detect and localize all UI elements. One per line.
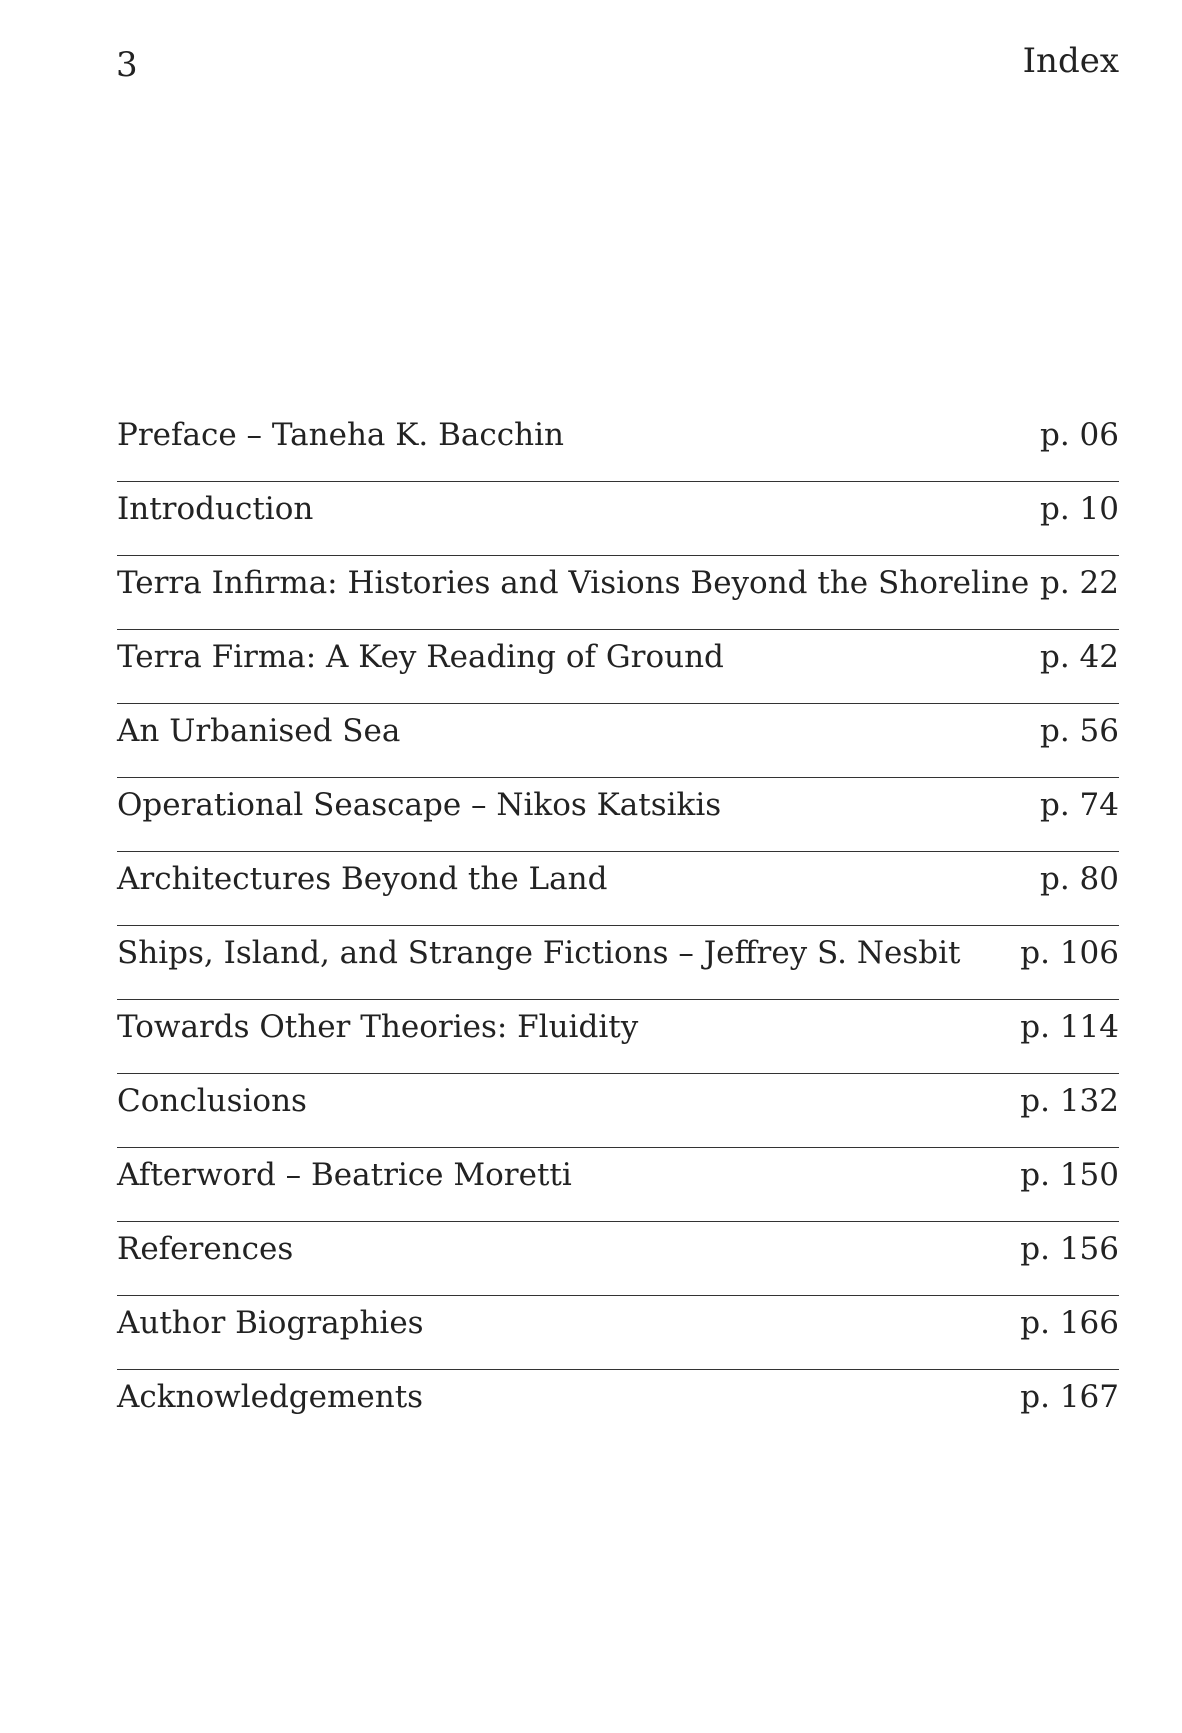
toc-entry-operational-seascape[interactable] — [117, 778, 1119, 852]
toc-entry-title: Operational Seascape – Nikos Katsikis — [117, 787, 722, 823]
toc-entry-author-biographies[interactable] — [117, 1296, 1119, 1370]
toc-entry-page: p. 56 — [1040, 713, 1119, 749]
toc-entry-afterword[interactable] — [117, 1148, 1119, 1222]
toc-entry-page: p. 42 — [1040, 639, 1119, 675]
toc-entry-title: Introduction — [117, 491, 314, 527]
toc-entry-page: p. 06 — [1040, 417, 1119, 453]
toc-entry-page: p. 106 — [1020, 935, 1119, 971]
toc-entry-title: Ships, Island, and Strange Fictions – Jeffrey S. Nesbit — [117, 935, 961, 971]
toc-entry-architectures[interactable] — [117, 852, 1119, 926]
table-of-contents — [117, 408, 1119, 1444]
toc-entry-references[interactable] — [117, 1222, 1119, 1296]
toc-entry-page: p. 156 — [1020, 1231, 1119, 1267]
toc-entry-title: Conclusions — [117, 1083, 307, 1119]
toc-entry-page: p. 132 — [1020, 1083, 1119, 1119]
toc-entry-title: Terra Infirma: Histories and Visions Beyond the Shoreline — [117, 565, 1030, 601]
toc-entry-preface[interactable] — [117, 408, 1119, 482]
toc-entry-page: p. 150 — [1020, 1157, 1119, 1193]
page-number: 3 — [116, 45, 138, 85]
page-title: Index — [1022, 41, 1119, 81]
toc-entry-fluidity[interactable] — [117, 1000, 1119, 1074]
toc-entry-acknowledgements[interactable] — [117, 1370, 1119, 1444]
toc-entry-title: References — [117, 1231, 294, 1267]
toc-entry-terra-firma[interactable] — [117, 630, 1119, 704]
toc-entry-page: p. 10 — [1040, 491, 1119, 527]
toc-entry-title: Architectures Beyond the Land — [117, 861, 608, 897]
toc-entry-page: p. 166 — [1020, 1305, 1119, 1341]
toc-entry-introduction[interactable] — [117, 482, 1119, 556]
toc-entry-page: p. 74 — [1040, 787, 1119, 823]
toc-entry-title: Terra Firma: A Key Reading of Ground — [117, 639, 724, 675]
toc-entry-page: p. 114 — [1020, 1009, 1119, 1045]
toc-entry-page: p. 22 — [1040, 565, 1119, 601]
toc-entry-conclusions[interactable] — [117, 1074, 1119, 1148]
toc-entry-page: p. 80 — [1040, 861, 1119, 897]
toc-entry-title: An Urbanised Sea — [117, 713, 401, 749]
toc-entry-title: Acknowledgements — [117, 1379, 424, 1415]
toc-entry-terra-infirma[interactable] — [117, 556, 1119, 630]
toc-entry-title: Preface – Taneha K. Bacchin — [117, 417, 564, 453]
toc-entry-title: Author Biographies — [117, 1305, 424, 1341]
toc-entry-title: Towards Other Theories: Fluidity — [117, 1009, 639, 1045]
toc-entry-ships-island[interactable] — [117, 926, 1119, 1000]
toc-entry-page: p. 167 — [1020, 1379, 1119, 1415]
toc-entry-urbanised-sea[interactable] — [117, 704, 1119, 778]
toc-entry-title: Afterword – Beatrice Moretti — [117, 1157, 572, 1193]
